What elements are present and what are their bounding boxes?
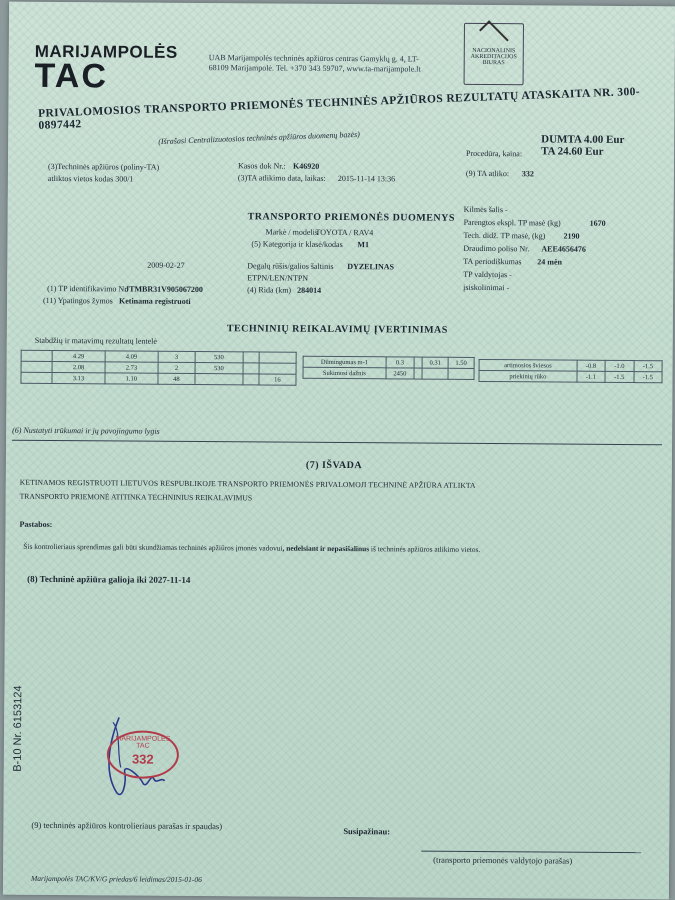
report-subtitle: (Išrašasi Centralizuotosios techninės apžiūros duomenų bazės): [158, 129, 360, 147]
ta-done-value: 332: [521, 169, 534, 179]
table-cell: [414, 357, 422, 368]
table-cell: 530: [195, 362, 243, 373]
accreditation-text: NACIONALINIS AKREDITACIJOS BIURAS: [470, 47, 517, 67]
conclusion-heading: (7) IŠVADA: [305, 459, 363, 472]
table-cell: 3.13: [52, 372, 105, 383]
table-cell: Sukimosi dažnis: [303, 367, 386, 379]
fee-line2: TA 24.60 Eur: [541, 145, 604, 158]
table-cell: [414, 368, 422, 379]
table-cell: 530: [195, 351, 243, 362]
mass-value: 1670: [589, 218, 606, 228]
km-label: (4) Rida (km): [247, 285, 292, 295]
inspector-signature-caption: (9) techninės apžiūros kontrolieriaus parašas ir spaudas): [31, 819, 223, 832]
vin-label: (1) TP identifikavimo Nr.: [47, 283, 129, 294]
company-header: UAB Marijampolės techninės apžiūros centras Gamyklų g. 4, LT-68109 Marijampolė. Tel. +370 343 59707, www.ta-marijampole.lt: [208, 53, 421, 74]
table-cell: 4.29: [52, 350, 105, 361]
kasos-value: K46920: [292, 161, 320, 171]
fuel-label: Degalų rūšis/galios šaltinis: [247, 261, 334, 271]
table-cell: [243, 374, 259, 385]
table-cell: 0.31: [422, 357, 448, 368]
table-cell: [195, 373, 243, 384]
table-cell: 2450: [386, 368, 415, 379]
table-cell: 2: [158, 362, 195, 373]
brake-table: [20, 350, 296, 386]
logo-line2: TAC: [34, 56, 109, 96]
acquainted-label: Susipažinau:: [343, 826, 391, 837]
period-value: 24 mėn: [537, 257, 563, 267]
special-label: (11) Ypatingos žymos: [43, 295, 113, 306]
lights-table: [478, 359, 662, 383]
period-label: TA periodiškumas: [463, 256, 522, 267]
km-value: 284014: [297, 285, 322, 295]
owner-label: TP valdytojas -: [463, 269, 512, 280]
maxmass-value: 2190: [563, 231, 580, 241]
owner-signature-line: [421, 851, 641, 854]
notes-text-a: Šis kontrolieriaus sprendimas gali būti skundžiamas techninės apžiūros įmonės vadovui: [23, 541, 283, 553]
accreditation-badge: [464, 23, 524, 85]
make-label: Markė / modelis: [265, 227, 318, 237]
table-cell: [243, 363, 259, 374]
stamp-top: MARIJAMPOLĖS TAC: [115, 735, 171, 750]
table-cell: 16: [259, 374, 296, 385]
ta-place-value: atliktos vietos kodas 300/1: [47, 173, 134, 184]
table-cell: [448, 368, 474, 379]
vin-value: JTMBR31V905067200: [125, 284, 203, 295]
serial-number: B-10 Nr. 6153124: [11, 685, 25, 772]
table-cell: 0.3: [386, 357, 415, 368]
fee-block: [541, 133, 624, 158]
ta-date-value: 2015-11-14 13:36: [337, 173, 396, 184]
table-cell: 1.50: [448, 357, 474, 368]
inspection-stamp: [107, 730, 179, 779]
ta-place-label: (3)Techninės apžiūros (poliny-TA): [47, 161, 160, 172]
insurance-label: Draudimo poliso Nr.: [463, 243, 530, 254]
table-cell: 3: [158, 351, 195, 362]
table-cell: -0.8: [577, 360, 606, 371]
special-value: Ketinama registruoti: [119, 296, 191, 306]
owner-signature-caption: (transporto priemonės valdytojo parašas): [433, 854, 573, 866]
table-cell: -1.5: [605, 371, 634, 382]
vehicle-section-title: TRANSPORTO PRIEMONĖS DUOMENYS: [247, 211, 455, 224]
table-cell: 1.10: [105, 373, 158, 384]
etpn-label: ETPN/LEN/NTPN: [247, 273, 309, 283]
table-cell: [259, 363, 296, 374]
mass-label: Parengtos ekspl. TP masė (kg): [463, 217, 561, 228]
validity-text: (8) Techninė apžiūra galioja iki 2027-11-14: [27, 573, 191, 585]
notes-text-c: iš techninės apžiūros atlikimo vietos.: [369, 544, 481, 554]
table-cell: [422, 368, 448, 379]
table-cell: Dūmingumas m-1: [303, 356, 386, 368]
category-label: (5) Kategorija ir klasė/kodas: [251, 239, 343, 250]
table-row: [479, 370, 662, 382]
table-cell: -1.5: [633, 372, 662, 383]
table-cell: -1.5: [634, 361, 663, 372]
procedure-label: Procedūra, kaina:: [466, 148, 523, 159]
brakes-caption: Stabdžių ir matavimų rezultatų lentelė: [34, 335, 157, 346]
table-cell: [21, 372, 52, 383]
fuel-value: DYZELINAS: [347, 262, 395, 272]
table-row: [21, 372, 296, 385]
ta-done-label: (9) TA atliko:: [465, 168, 510, 179]
make-value: TOYOTA / RAV4: [315, 227, 374, 238]
notes-text-b: , nedelsiant ir nepasišalinus: [282, 543, 370, 554]
table-cell: -1.0: [605, 360, 634, 371]
conclusion-line2: TRANSPORTO PRIEMONĖ ATITINKA TECHNINIUS REIKALAVIMUS: [19, 491, 253, 503]
tech-section-title: TECHNINIŲ REIKALAVIMŲ ĮVERTINIMAS: [226, 323, 448, 336]
fee-line1: DUMTA 4.00 Eur: [541, 133, 625, 146]
report-sheet: [3, 2, 675, 900]
table-cell: [243, 352, 259, 363]
country-label: Kilmės šalis -: [463, 204, 508, 215]
emission-table: [303, 356, 475, 380]
table-cell: -1.1: [577, 371, 606, 382]
table-row: [303, 367, 474, 379]
notes-text: [23, 542, 480, 554]
category-value: M1: [357, 240, 370, 250]
table-cell: artimosios šviesos: [479, 359, 577, 371]
table-cell: [21, 361, 52, 372]
report-title: PRIVALOMOSIOS TRANSPORTO PRIEMONĖS TECHNINĖS APŽIŪROS REZULTATŲ ATASKAITA NR. 300-0897442: [37, 85, 641, 132]
divider: [12, 440, 662, 446]
table-cell: 48: [158, 373, 195, 384]
stamp-number: 332: [131, 751, 154, 767]
footer-text: Marijampolės TAC/KV/G priedas/6 leidimas/2015-01-06: [30, 873, 202, 885]
table-cell: [21, 350, 52, 361]
notes-label: Pastabos:: [19, 519, 53, 530]
table-cell: [259, 352, 296, 363]
logo-line1: MARIJAMPOLĖS: [34, 41, 178, 62]
debt-label: įsiskolinimai -: [463, 282, 510, 293]
table-cell: 4.09: [105, 351, 158, 362]
kasos-label: Kasos dok Nr.:: [237, 161, 286, 171]
table-cell: priekinių rūko: [479, 370, 577, 382]
table-cell: 2.73: [105, 362, 158, 373]
insurance-value: AEE4656476: [541, 244, 586, 254]
reg-date: 2009-02-27: [147, 260, 185, 270]
conclusion-line1: KETINAMOS REGISTRUOTI LIETUVOS RESPUBLIKOJE TRANSPORTO PRIEMONĖS PRIVALOMOJI TECHNINĖ APŽIŪRA ATLIKTA: [19, 477, 476, 490]
defects-note: (6) Nustatyti trūkumai ir jų pavojingumo lygis: [12, 425, 160, 436]
table-cell: 2.08: [52, 361, 105, 372]
roof-icon: [479, 20, 509, 50]
ta-date-label: (3)TA atlikimo data, laikas:: [237, 173, 326, 183]
maxmass-label: Tech. didž. TP masė, (kg): [463, 230, 546, 241]
